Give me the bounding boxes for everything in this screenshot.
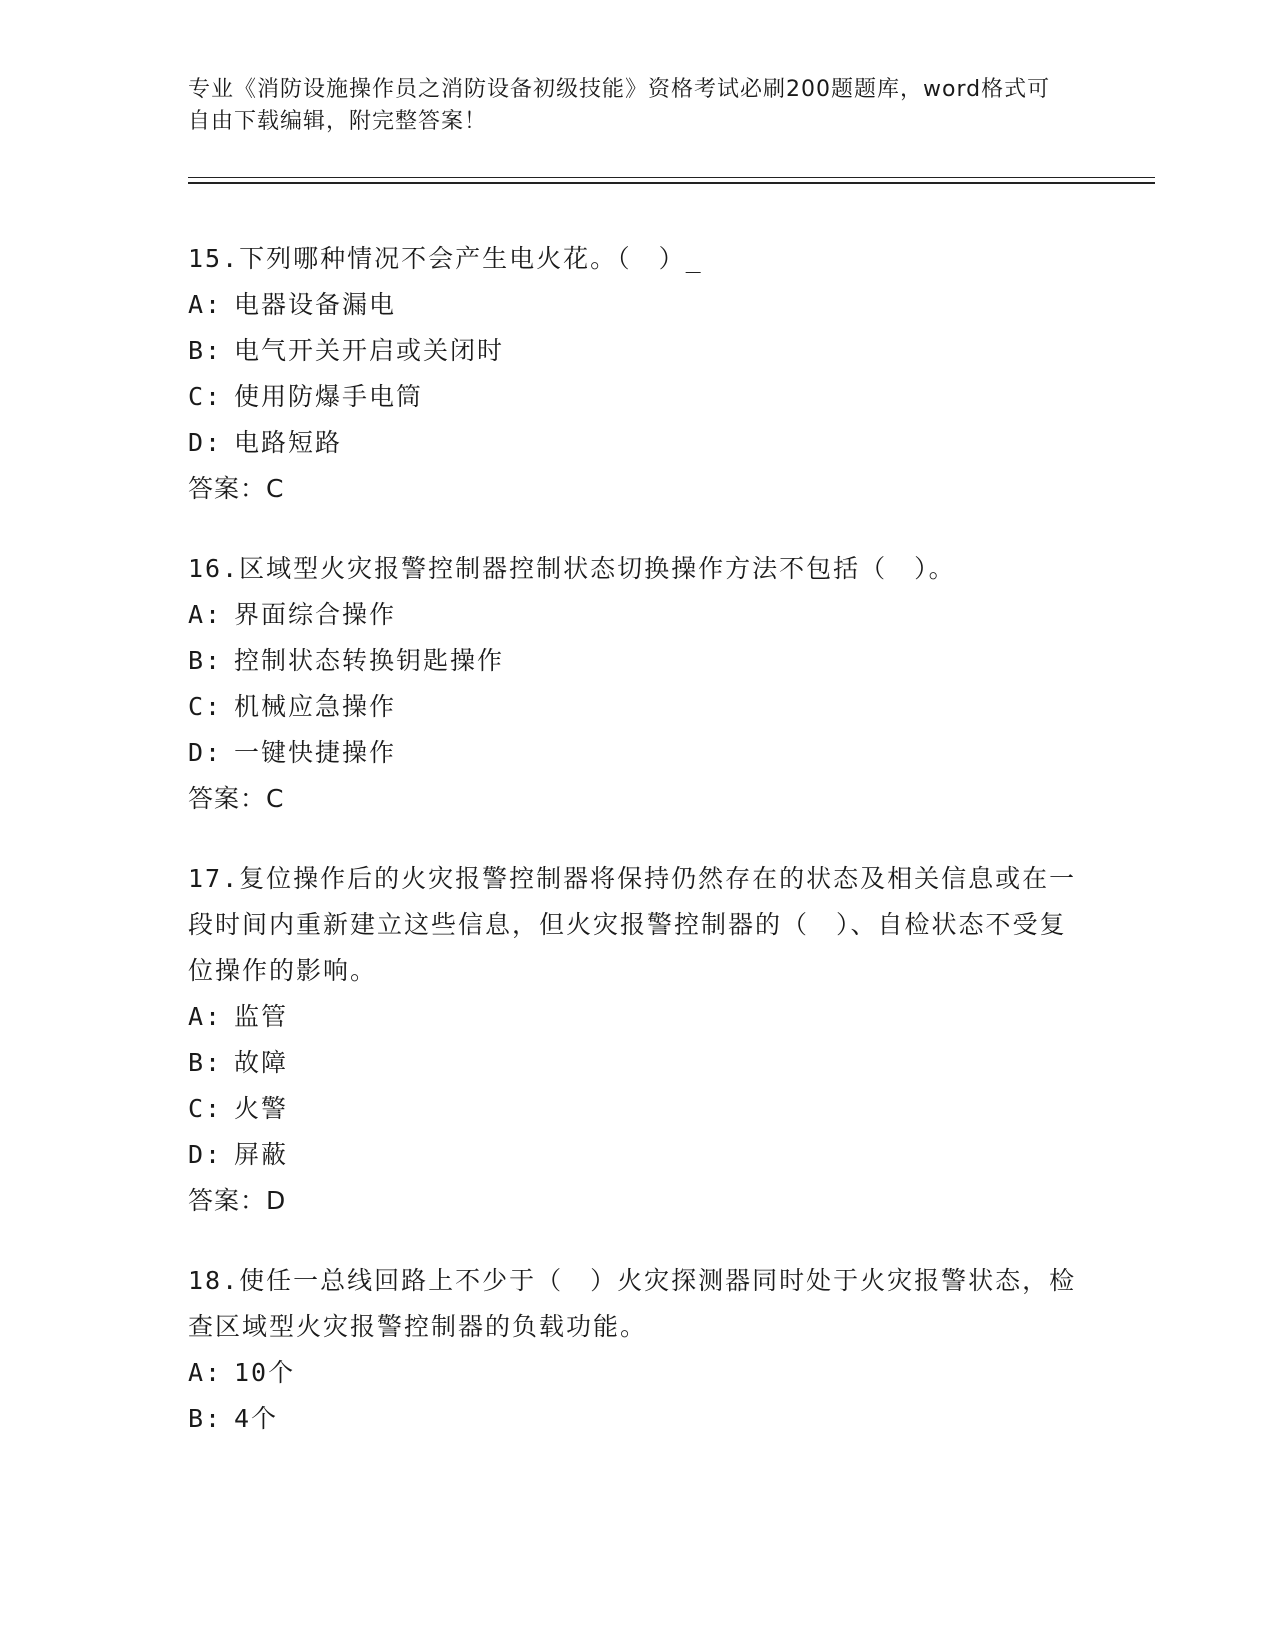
option-text: 电气开关开启或关闭时	[234, 336, 505, 365]
option-letter: C:	[188, 382, 223, 411]
question-18	[188, 1258, 1088, 1442]
option-text: 屏蔽	[234, 1140, 289, 1169]
option-letter: C:	[188, 1094, 223, 1123]
option-a	[188, 994, 1088, 1040]
option-letter: B:	[188, 336, 223, 365]
option-a	[188, 1350, 1088, 1396]
header-text: 专业《消防设施操作员之消防设备初级技能》资格考试必刷200题题库，word格式可自由下载编辑，附完整答案！	[188, 77, 1051, 134]
option-letter: B:	[188, 1404, 223, 1433]
document-header	[188, 74, 1068, 138]
option-b	[188, 638, 1088, 684]
question-stem: 16.区域型火灾报警控制器控制状态切换操作方法不包括（ ）。	[188, 554, 956, 583]
option-c	[188, 374, 1088, 420]
option-letter: A:	[188, 600, 223, 629]
option-b	[188, 1040, 1088, 1086]
option-d	[188, 730, 1088, 776]
option-text: 机械应急操作	[234, 692, 397, 721]
option-letter: A:	[188, 290, 223, 319]
option-letter: B:	[188, 646, 223, 675]
option-c	[188, 684, 1088, 730]
option-a	[188, 282, 1088, 328]
option-text: 监管	[234, 1002, 289, 1031]
option-b	[188, 328, 1088, 374]
answer-line: 答案：C	[188, 474, 285, 503]
option-letter: C:	[188, 692, 223, 721]
option-text: 一键快捷操作	[234, 738, 397, 767]
question-stem: 18.使任一总线回路上不少于（ ）火灾探测器同时处于火灾报警状态，检查区域型火灾报警控制器的负载功能。	[188, 1266, 1077, 1341]
option-text: 10个	[234, 1358, 296, 1387]
question-stem: 17.复位操作后的火灾报警控制器将保持仍然存在的状态及相关信息或在一段时间内重新建立这些信息，但火灾报警控制器的（ ）、自检状态不受复位操作的影响。	[188, 864, 1077, 985]
header-divider-thin	[188, 177, 1155, 178]
option-text: 控制状态转换钥匙操作	[234, 646, 505, 675]
option-letter: D:	[188, 738, 223, 767]
option-text: 火警	[234, 1094, 289, 1123]
question-17	[188, 856, 1088, 1224]
option-text: 4个	[234, 1404, 279, 1433]
answer-line: 答案：C	[188, 784, 285, 813]
option-b	[188, 1396, 1088, 1442]
option-letter: D:	[188, 1140, 223, 1169]
option-a	[188, 592, 1088, 638]
option-c	[188, 1086, 1088, 1132]
option-text: 电器设备漏电	[234, 290, 397, 319]
answer-line: 答案：D	[188, 1186, 287, 1215]
question-15	[188, 236, 1088, 512]
question-list	[188, 236, 1088, 1476]
option-text: 界面综合操作	[234, 600, 397, 629]
option-d	[188, 420, 1088, 466]
option-text: 故障	[234, 1048, 289, 1077]
option-letter: A:	[188, 1358, 223, 1387]
option-text: 使用防爆手电筒	[234, 382, 424, 411]
question-stem: 15.下列哪种情况不会产生电火花。（ ）_	[188, 244, 703, 273]
option-d	[188, 1132, 1088, 1178]
option-text: 电路短路	[234, 428, 343, 457]
question-16	[188, 546, 1088, 822]
option-letter: D:	[188, 428, 223, 457]
option-letter: A:	[188, 1002, 223, 1031]
option-letter: B:	[188, 1048, 223, 1077]
header-divider-thick	[188, 182, 1155, 184]
